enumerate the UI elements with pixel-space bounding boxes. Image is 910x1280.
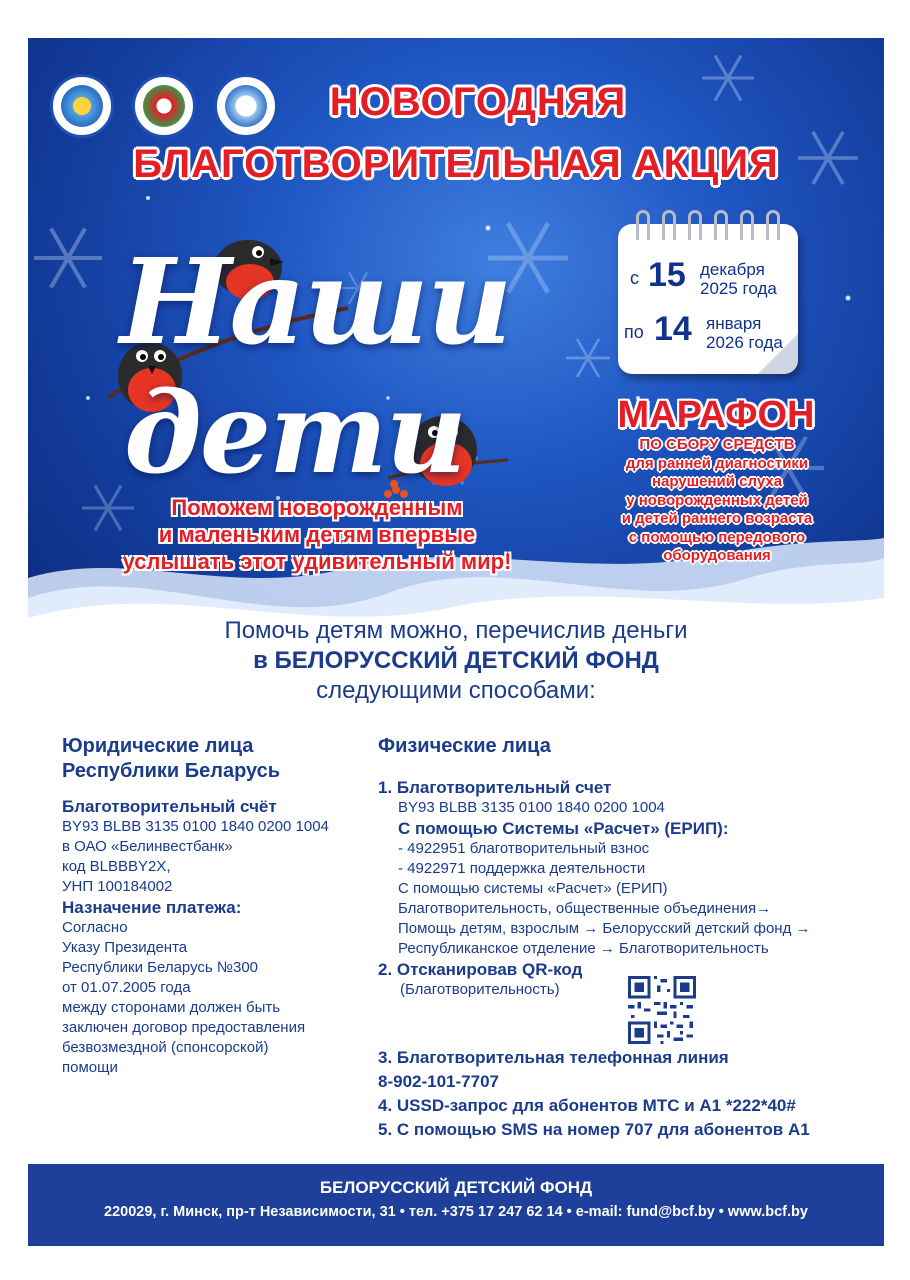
method-2-title: 2. Отсканировав QR-код: [378, 960, 583, 979]
intro-line: Помочь детям можно, перечислив деньги: [224, 617, 688, 644]
purpose-line: заключен договор предоставления: [62, 1019, 306, 1036]
title-line-1: НОВОГОДНЯЯ: [329, 80, 627, 124]
start-date: [618, 254, 798, 304]
campaign-script-title-1: Наши: [120, 232, 511, 371]
individuals-heading: Физические лица: [378, 735, 551, 757]
intro-org: БЕЛОРУССКИЙ ДЕТСКИЙ ФОНД: [274, 647, 659, 674]
intro-line: следующими способами:: [316, 677, 596, 704]
qr-code[interactable]: [628, 976, 696, 1044]
intro-line: [28, 646, 884, 676]
end-date: [618, 308, 798, 358]
purpose-line: от 01.07.2005 года: [62, 979, 191, 996]
footer-contacts: 220029, г. Минск, пр-т Независимости, 31 • тел. +375 17 247 62 14 • e-mail: fund@bcf.by • www.bcf.by: [104, 1204, 808, 1220]
erip-line: - 4922951 благотворительный взнос: [398, 840, 650, 857]
purpose-line: между сторонами должен быть: [62, 999, 281, 1016]
method-3-phone: 8-902-101-7707: [378, 1072, 499, 1091]
erip-line: Благотворительность, общественные объединения→: [398, 900, 772, 917]
footer-org: БЕЛОРУССКИЙ ДЕТСКИЙ ФОНД: [319, 1178, 593, 1197]
account-heading: Благотворительный счёт: [62, 797, 277, 816]
erip-line: Республиканское отделение → Благотворительность: [398, 940, 769, 957]
method-2-note: (Благотворительность): [400, 981, 560, 998]
marathon-line: оборудования: [663, 547, 771, 564]
start-year: 2025 года: [700, 279, 777, 298]
marathon-title: МАРАФОН: [617, 394, 815, 436]
calendar-ring-icon: [740, 210, 754, 240]
erip-line: - 4922971 поддержка деятельности: [398, 860, 646, 877]
charity-poster: [28, 38, 884, 1246]
account-line: BY93 BLBB 3135 0100 1840 0200 1004: [62, 818, 329, 835]
erip-line: С помощью системы «Расчет» (ЕРИП): [398, 880, 668, 897]
end-day: 14: [654, 310, 692, 348]
date-prefix: с: [630, 268, 639, 288]
legal-heading: Республики Беларусь: [62, 760, 281, 782]
account-line: УНП 100184002: [62, 878, 173, 895]
calendar-ring-icon: [688, 210, 702, 240]
method-4: 4. USSD-запрос для абонентов МТС и А1 *222*40#: [378, 1096, 796, 1115]
method-5: 5. С помощью SMS на номер 707 для абонентов А1: [378, 1120, 810, 1139]
footer: [28, 1164, 884, 1246]
legal-entities-section: [62, 734, 372, 1078]
account-line: в ОАО «Белинвестбанк»: [62, 838, 233, 855]
purpose-line: Согласно: [62, 919, 128, 936]
marathon-line: ПО СБОРУ СРЕДСТВ: [639, 436, 795, 453]
calendar-ring-icon: [662, 210, 676, 240]
purpose-line: Республики Беларусь №300: [62, 959, 259, 976]
erip-line: Помощь детям, взрослым → Белорусский детский фонд →: [398, 920, 811, 937]
marathon-line: для ранней диагностики: [625, 454, 809, 472]
individuals-section: [378, 734, 858, 1142]
purpose-line: безвозмездной (спонсорской): [62, 1039, 269, 1056]
ministry-education-logo: [50, 74, 114, 138]
slogan-line: услышать этот удивительный мир!: [122, 549, 512, 574]
calendar-ring-icon: [766, 210, 780, 240]
slogan: [82, 494, 552, 575]
calendar-dates: [618, 224, 798, 374]
marathon-line: нарушений слуха: [651, 473, 783, 490]
method-1-title: 1. Благотворительный счет: [378, 778, 612, 797]
hero-banner: [28, 38, 884, 678]
slogan-line: и маленьким детям впервые: [158, 522, 476, 547]
calendar-ring-icon: [636, 210, 650, 240]
purpose-line: помощи: [62, 1059, 118, 1076]
campaign-script-title-2: дети: [124, 368, 466, 499]
method-1-account: BY93 BLBB 3135 0100 1840 0200 1004: [398, 799, 665, 816]
end-year: 2026 года: [706, 333, 783, 352]
start-month: декабря: [700, 260, 765, 279]
start-day: 15: [648, 256, 686, 294]
title-line-2: БЛАГОТВОРИТЕЛЬНАЯ АКЦИЯ: [133, 142, 779, 186]
legal-heading: Юридические лица: [62, 735, 254, 757]
method-3-title: 3. Благотворительная телефонная линия: [378, 1048, 729, 1067]
calendar-ring-icon: [714, 210, 728, 240]
intro-text: [28, 616, 884, 706]
intro-prefix: в: [253, 647, 268, 674]
marathon-line: и детей раннего возраста: [621, 510, 813, 527]
slogan-line: Поможем новорожденным: [171, 495, 463, 520]
marathon-line: у новорожденных детей: [626, 491, 808, 509]
erip-heading: С помощью Системы «Расчет» (ЕРИП):: [398, 819, 729, 838]
date-prefix: по: [624, 322, 644, 342]
purpose-heading: Назначение платежа:: [62, 898, 242, 917]
marathon-description: [582, 436, 852, 566]
end-month: января: [706, 314, 762, 333]
account-line: код BLBBBY2X,: [62, 858, 171, 875]
purpose-line: Указу Президента: [62, 939, 188, 956]
marathon-line: с помощью передового: [628, 528, 806, 546]
